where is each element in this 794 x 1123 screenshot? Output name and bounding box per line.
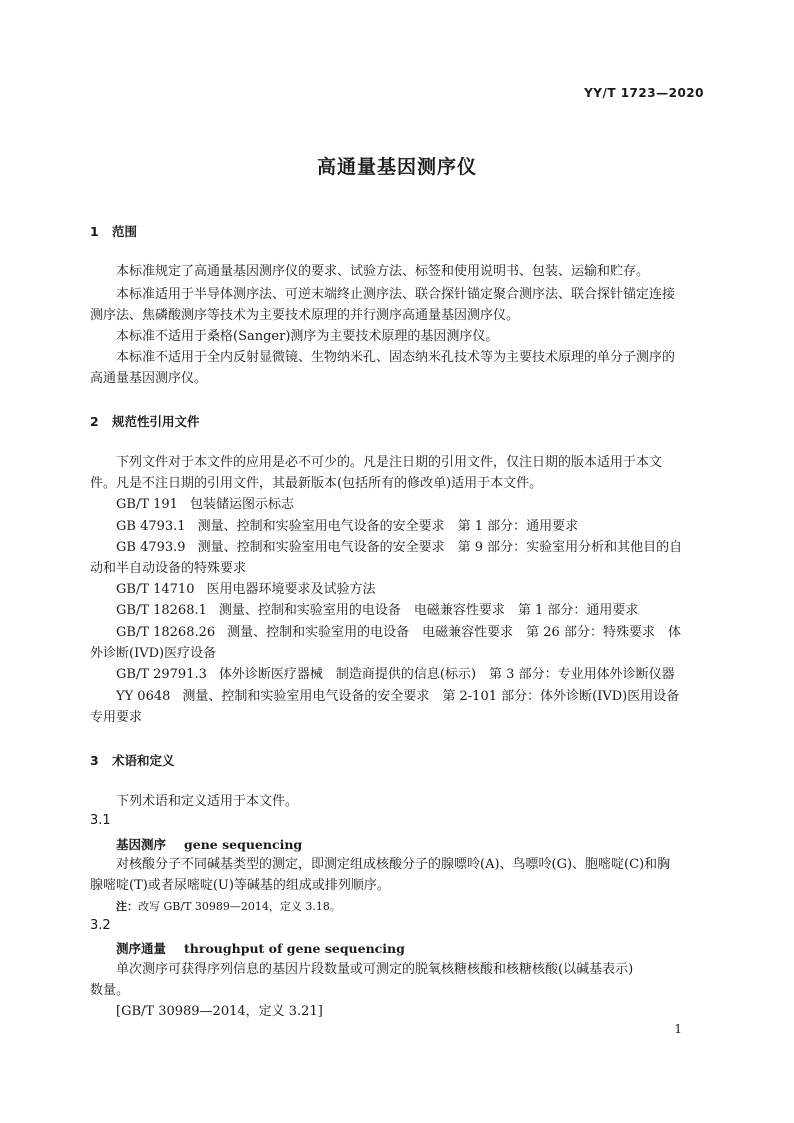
paragraph-line: 本标准适用于半导体测序法、可逆末端终止测序法、联合探针锚定聚合测序法、联合探针锚定连接	[116, 287, 676, 302]
reference-title: 医用电器环境要求及试验方法	[206, 582, 376, 597]
reference-title: 体外诊断医疗器械 制造商提供的信息(标示) 第 3 部分：专业用体外诊断仪器	[218, 667, 675, 682]
reference-title: 测量、控制和实验室用电气设备的安全要求 第 2-101 部分：体外诊断(IVD)医用设备	[182, 689, 680, 704]
term-cn: 测序通量	[116, 941, 167, 956]
section-2-heading	[90, 412, 200, 430]
document-title: 高通量基因测序仪	[316, 156, 477, 178]
paragraph-line: 本标准不适用于全内反射显微镜、生物纳米孔、固态纳米孔技术等为主要技术原理的单分子测序的	[116, 350, 676, 365]
section-number: 3	[90, 753, 99, 768]
paragraph-line: 下列文件对于本文件的应用是必不可少的。凡是注日期的引用文件，仅注日期的版本适用于本文	[116, 455, 663, 470]
reference-code: GB/T 14710	[116, 582, 195, 597]
section-3-heading	[90, 751, 175, 769]
section-1-heading	[90, 222, 137, 240]
paragraph-line: 本标准不适用于桑格(Sanger)测序为主要技术原理的基因测序仪。	[116, 329, 499, 344]
reference-code: GB 4793.1	[116, 519, 186, 534]
reference-code: YY 0648	[116, 689, 171, 704]
standard-number: YY/T 1723—2020	[584, 86, 704, 100]
definition-line: 数量。	[90, 983, 130, 998]
definition-line: 腺嘧啶(T)或者尿嘧啶(U)等碱基的组成或排列顺序。	[90, 878, 390, 893]
paragraph-line: 测序法、焦磷酸测序等技术为主要技术原理的并行测序高通量基因测序仪。	[90, 308, 520, 323]
paragraph-line: 件。凡是不注日期的引用文件，其最新版本(包括所有的修改单)适用于本文件。	[90, 476, 543, 491]
reference-item	[116, 600, 638, 621]
paragraph-line: 高通量基因测序仪。	[90, 371, 208, 386]
note-text: 改写 GB/T 30989—2014，定义 3.18。	[138, 900, 341, 913]
reference-item	[116, 664, 675, 685]
reference-item	[116, 537, 682, 558]
reference-title: 测量、控制和实验室用的电设备 电磁兼容性要求 第 1 部分：通用要求	[218, 603, 639, 618]
reference-code: GB/T 29791.3	[116, 667, 207, 682]
note-label: 注：	[116, 900, 138, 913]
definition-line: 单次测序可获得序列信息的基因片段数量或可测定的脱氧核糖核酸和核糖核酸(以碱基表示)	[116, 962, 634, 977]
section-title: 术语和定义	[112, 753, 175, 768]
reference-code: GB/T 191	[116, 497, 178, 512]
reference-item	[116, 579, 376, 600]
term-number: 3.2	[90, 918, 111, 933]
reference-title: 测量、控制和实验室用电气设备的安全要求 第 1 部分：通用要求	[197, 519, 579, 534]
term-source: [GB/T 30989—2014，定义 3.21]	[116, 1004, 323, 1019]
term-number: 3.1	[90, 813, 111, 828]
page-number: 1	[674, 1022, 682, 1036]
reference-item	[116, 516, 578, 537]
reference-title: 包装储运图示标志	[189, 497, 294, 512]
paragraph-line: 本标准规定了高通量基因测序仪的要求、试验方法、标签和使用说明书、包装、运输和贮存。	[116, 264, 650, 279]
term-en: gene sequencing	[184, 837, 303, 852]
reference-code: GB 4793.9	[116, 540, 186, 555]
reference-title: 测量、控制和实验室用电气设备的安全要求 第 9 部分：实验室用分析和其他目的自	[197, 540, 683, 555]
paragraph-line: 下列术语和定义适用于本文件。	[116, 794, 299, 809]
term-note	[116, 898, 341, 914]
reference-continuation: 动和半自动设备的特殊要求	[90, 561, 247, 576]
definition-line: 对核酸分子不同碱基类型的测定，即测定组成核酸分子的腺嘌呤(A)、鸟嘌呤(G)、胞嘧啶(C)和胸	[116, 857, 671, 872]
term-cn: 基因测序	[116, 837, 167, 852]
section-title: 范围	[112, 224, 138, 239]
section-number: 2	[90, 414, 99, 429]
reference-continuation: 外诊断(IVD)医疗设备	[90, 646, 217, 661]
reference-item	[116, 622, 681, 643]
reference-code: GB/T 18268.26	[116, 625, 216, 640]
reference-continuation: 专用要求	[90, 710, 143, 725]
term-heading	[116, 835, 302, 853]
reference-item	[116, 686, 679, 707]
term-en: throughput of gene sequencing	[184, 941, 405, 956]
reference-item	[116, 494, 294, 515]
section-number: 1	[90, 224, 99, 239]
term-heading	[116, 939, 405, 957]
reference-title: 测量、控制和实验室用的电设备 电磁兼容性要求 第 26 部分：特殊要求 体	[227, 625, 681, 640]
section-title: 规范性引用文件	[112, 414, 200, 429]
reference-code: GB/T 18268.1	[116, 603, 207, 618]
